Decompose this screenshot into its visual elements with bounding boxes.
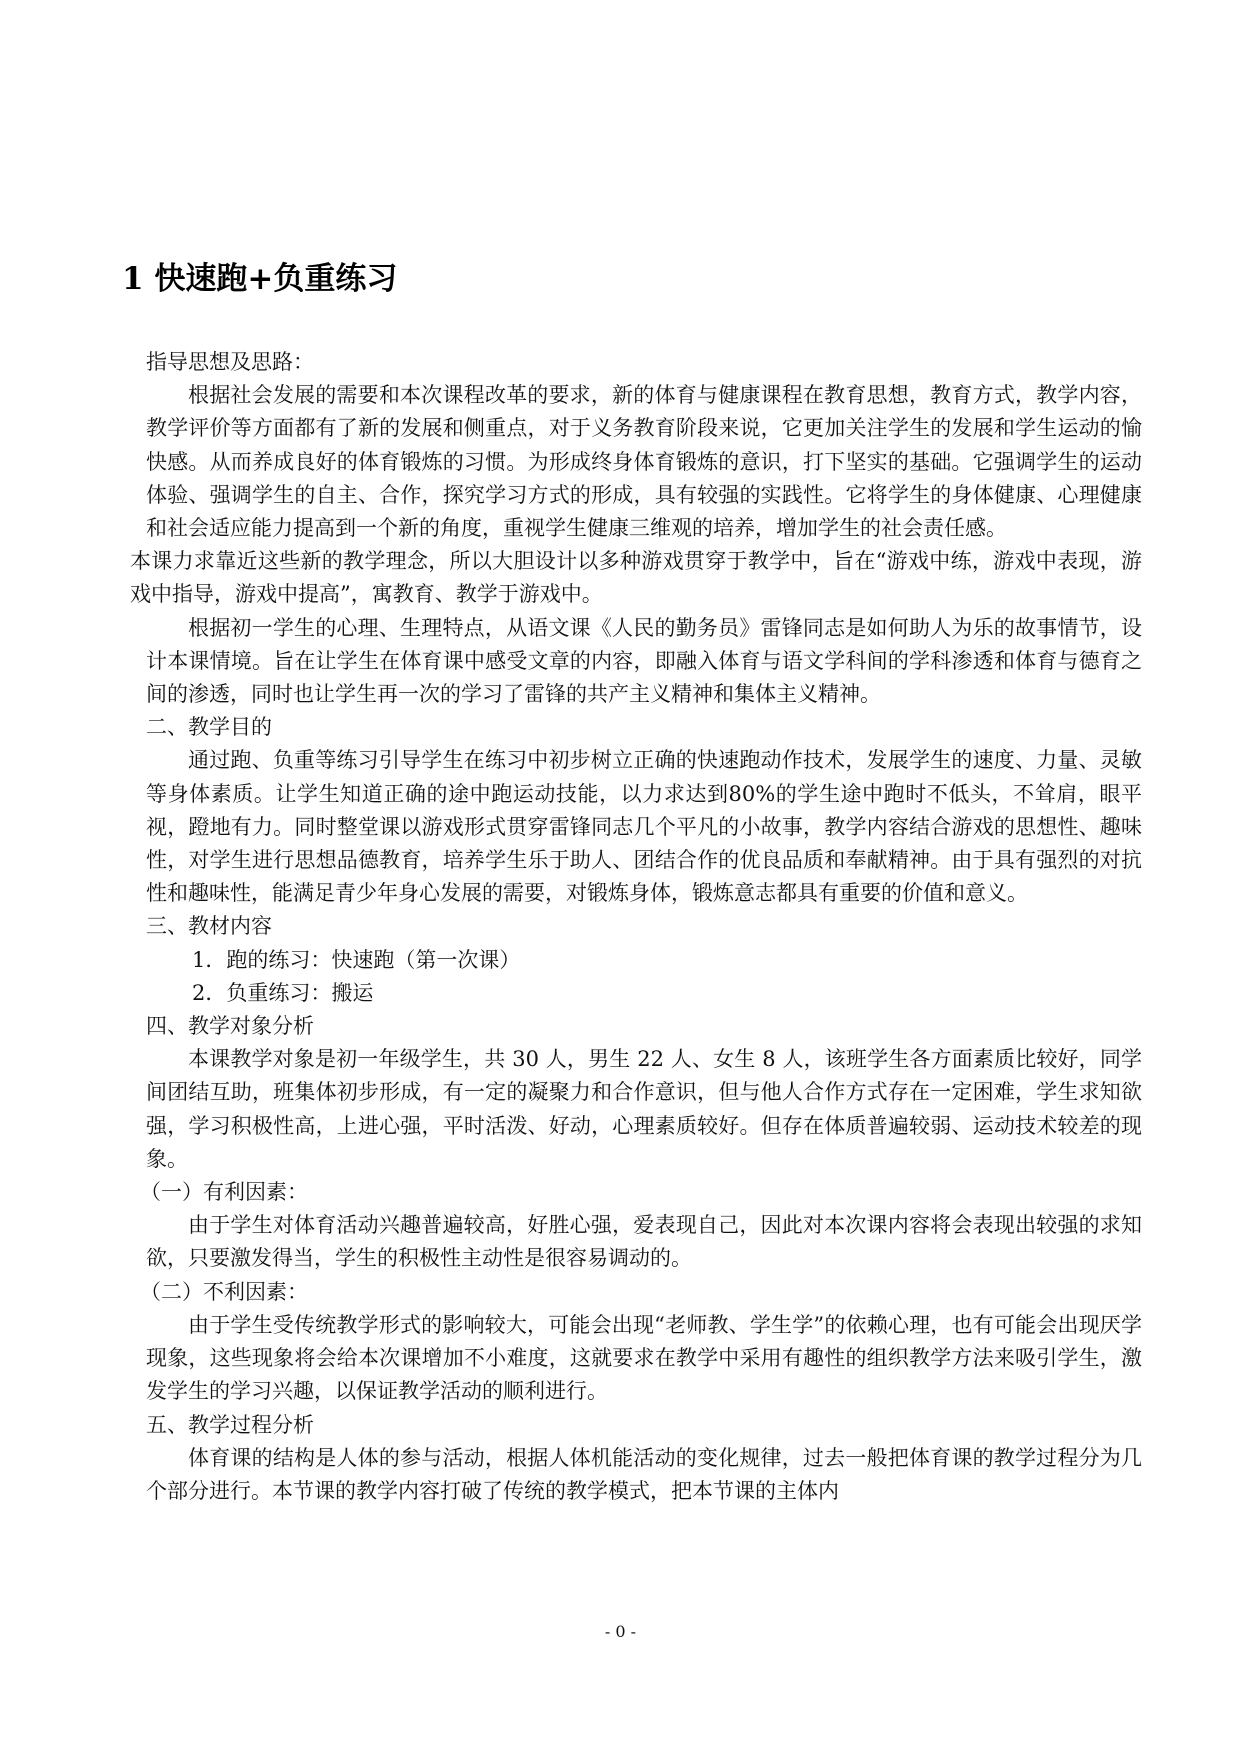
page-number: - 0 -: [604, 1622, 637, 1641]
paragraph-goals: 通过跑、负重等练习引导学生在练习中初步树立正确的快速跑动作技术，发展学生的速度、力量、灵敏等身体素质。让学生知道正确的途中跑运动技能，以力求达到80%的学生途中跑时不低头，不耸肩，眼平视，蹬地有力。同时整堂课以游戏形式贯穿雷锋同志几个平凡的小故事，教学内容结合游戏的思想性、趣味性，对学生进行思想品德教育，培养学生乐于助人、团结合作的优良品质和奉献精神。由于具有强烈的对抗性和趣味性，能满足青少年身心发展的需要，对锻炼身体，锻炼意志都具有重要的价值和意义。: [146, 748, 1142, 906]
content-item-2: 2．负重练习：搬运: [192, 980, 374, 1005]
section-heading-content: 三、教材内容: [146, 914, 272, 939]
section-heading-goals: 二、教学目的: [146, 715, 272, 740]
subheading-favorable: （一）有利因素：: [140, 1180, 308, 1205]
document-title: 1 快速跑+负重练习: [122, 261, 398, 297]
document-body: [130, 346, 1142, 1508]
paragraph-process: 体育课的结构是人体的参与活动，根据人体机能活动的变化规律，过去一般把体育课的教学过程分为几个部分进行。本节课的教学内容打破了传统的教学模式，把本节课的主体内: [146, 1445, 1142, 1503]
paragraph-students: 本课教学对象是初一年级学生，共 30 人，男生 22 人、女生 8 人，该班学生各方面素质比较好，同学间团结互助，班集体初步形成，有一定的凝聚力和合作意识，但与他人合作方式存在一定困难，学生求知欲强，学习积极性高，上进心强，平时活泼、好动，心理素质较好。但存在体质普遍较弱、运动技术较差的现象。: [146, 1047, 1142, 1171]
paragraph-guiding-2: 本课力求靠近这些新的教学理念，所以大胆设计以多种游戏贯穿于教学中，旨在“游戏中练，游戏中表现，游戏中指导，游戏中提高”，寓教育、教学于游戏中。: [130, 549, 1142, 607]
content-item-1: 1．跑的练习：快速跑（第一次课）: [192, 947, 521, 972]
section-heading-process: 五、教学过程分析: [146, 1412, 314, 1437]
section-heading-guiding: 指导思想及思路：: [146, 350, 314, 374]
subheading-unfavorable: （二）不利因素：: [140, 1279, 308, 1304]
paragraph-favorable: 由于学生对体育活动兴趣普遍较高，好胜心强，爱表现自己，因此对本次课内容将会表现出较强的求知欲，只要激发得当，学生的积极性主动性是很容易调动的。: [146, 1213, 1142, 1271]
paragraph-guiding-3: 根据初一学生的心理、生理特点，从语文课《人民的勤务员》雷锋同志是如何助人为乐的故事情节，设计本课情境。旨在让学生在体育课中感受文章的内容，即融入体育与语文学科间的学科渗透和体育与德育之间的渗透，同时也让学生再一次的学习了雷锋的共产主义精神和集体主义精神。: [146, 615, 1142, 707]
section-heading-students: 四、教学对象分析: [146, 1014, 314, 1039]
paragraph-unfavorable: 由于学生受传统教学形式的影响较大，可能会出现“老师教、学生学”的依赖心理，也有可能会出现厌学现象，这些现象将会给本次课增加不小难度，这就要求在教学中采用有趣性的组织教学方法来吸引学生，激发学生的学习兴趣，以保证教学活动的顺利进行。: [146, 1312, 1142, 1404]
paragraph-guiding-1: 根据社会发展的需要和本次课程改革的要求，新的体育与健康课程在教育思想，教育方式，教学内容，教学评价等方面都有了新的发展和侧重点，对于义务教育阶段来说，它更加关注学生的发展和学生运动的愉快感。从而养成良好的体育锻炼的习惯。为形成终身体育锻炼的意识，打下坚实的基础。它强调学生的运动体验、强调学生的自主、合作，探究学习方式的形成，具有较强的实践性。它将学生的身体健康、心理健康和社会适应能力提高到一个新的角度，重视学生健康三维观的培养，增加学生的社会责任感。: [146, 383, 1142, 541]
